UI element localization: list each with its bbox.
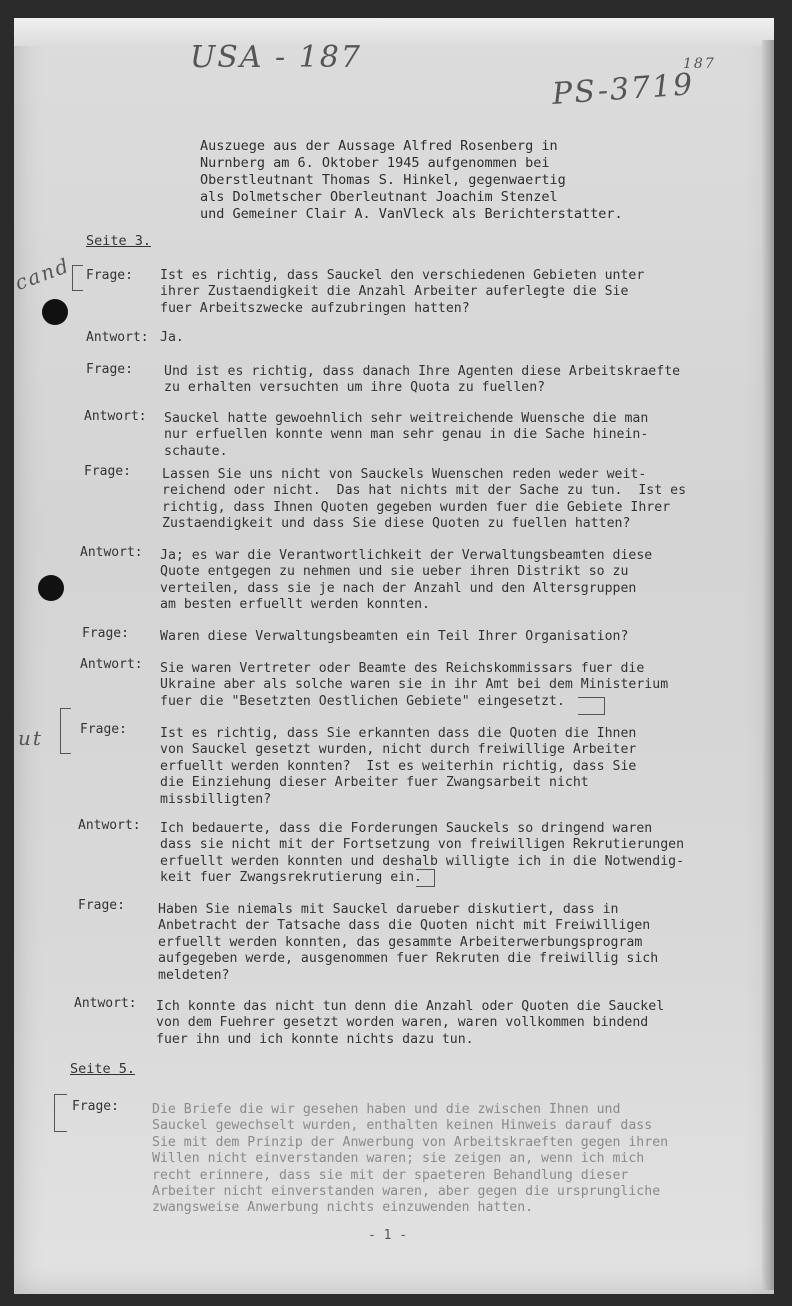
- entry-text: Und ist es richtig, dass danach Ihre Agenten diese Arbeitskraefte zu erhalten versuchten um ihre Quota zu fuellen?: [164, 364, 681, 396]
- entry-label: Frage:: [72, 1099, 119, 1114]
- page-heading-seite-3: Seite 3.: [86, 233, 152, 249]
- entry-label: Frage:: [80, 722, 127, 737]
- handwritten-exhibit-number: USA - 187: [190, 40, 362, 75]
- entry-text: Ich bedauerte, dass die Forderungen Sauckels so dringend waren dass sie nicht mit der Fortsetzung von freiwilligen Rekrutierungen erfuellt werden konnten und deshalb willigte ich in die Notwendig- keit fuer Zwangsrekrutierung ein.: [160, 821, 685, 886]
- entry-label: Frage:: [86, 268, 133, 283]
- entry-label: Frage:: [84, 464, 131, 479]
- bracket-mark: [60, 708, 71, 754]
- document-title: [200, 138, 670, 223]
- entry-label: Antwort:: [80, 545, 143, 560]
- bracket-mark: [54, 1094, 67, 1132]
- entry-text: Waren diese Verwaltungsbeamten ein Teil Ihrer Organisation?: [160, 629, 629, 644]
- entry-label: Frage:: [78, 898, 125, 913]
- punch-hole-top: [42, 299, 68, 325]
- entry-label: Frage:: [86, 362, 133, 377]
- bracket-mark: [72, 265, 83, 291]
- title-line: als Dolmetscher Oberleutnant Joachim Stenzel: [200, 189, 558, 205]
- bracket-mark: [416, 869, 435, 887]
- paper-edge: [762, 40, 774, 1290]
- entry-text: Haben Sie niemals mit Sauckel darueber diskutiert, dass in Anbetracht der Tatsache dass die Quoten nicht mit Freiwilligen erfuellt werden konnten, das gesammte Arbeiterwerbungsprogram aufgegeben werde, ausgenommen fuer Rekruten die freiwillig sich meldeten?: [158, 902, 659, 983]
- entry-text: Lassen Sie uns nicht von Sauckels Wuenschen reden weder weit- reichend oder nicht. Das hat nichts mit der Sache zu tun. Ist es richtig, dass Ihnen Quoten gegeben wurden fuer die Gebiete Ihrer Zustaendigkeit und dass Sie diese Quoten zu fuellen hatten?: [162, 467, 687, 532]
- entry-text: Ja; es war die Verantwortlichkeit der Verwaltungsbeamten diese Quote entgegen zu nehmen und sie ueber ihren Distrikt so zu verteilen, dass sie je nach der Anzahl und den Altersgruppen am besten erfuellt werden konnten.: [160, 548, 653, 613]
- title-line: Auszuege aus der Aussage Alfred Rosenberg in: [200, 138, 558, 154]
- entry-label: Antwort:: [86, 330, 149, 345]
- entry-text: Ist es richtig, dass Sie erkannten dass die Quoten die Ihnen von Sauckel gesetzt wurden, nicht durch freiwillige Arbeiter erfuellt werden konnten? Ist es weiterhin richtig, dass Sie die Einziehung dieser Arbeiter fuer Zwangsarbeit nicht missbilligten?: [160, 726, 637, 807]
- handwritten-margin-note-2: ut: [18, 726, 43, 750]
- bracket-mark: [578, 697, 605, 715]
- title-line: Nurnberg am 6. Oktober 1945 aufgenommen bei: [200, 155, 550, 171]
- entry-text: Sie waren Vertreter oder Beamte des Reichskommissars fuer die Ukraine aber als solche waren sie in ihr Amt bei dem Ministerium fuer die "Besetzten Oestlichen Gebiete" eingesetzt.: [160, 661, 669, 709]
- handwritten-document-number: PS-3719: [550, 67, 696, 112]
- entry-label: Frage:: [82, 626, 129, 641]
- page-heading-seite-5: Seite 5.: [70, 1061, 136, 1077]
- punch-hole-bottom: [38, 575, 64, 601]
- title-line: Oberstleutnant Thomas S. Hinkel, gegenwaertig: [200, 172, 566, 188]
- handwritten-margin-note-1: cand: [11, 253, 74, 295]
- entry-label: Antwort:: [74, 996, 137, 1011]
- page-number: - 1 -: [368, 1228, 408, 1243]
- handwritten-small-number: 187: [683, 56, 716, 72]
- entry-label: Antwort:: [84, 409, 147, 424]
- entry-text: Ich konnte das nicht tun denn die Anzahl oder Quoten die Sauckel von dem Fuehrer gesetzt worden waren, waren vollkommen bindend fuer ihn und ich konnte nichts dazu tun.: [156, 999, 665, 1047]
- entry-label: Antwort:: [80, 657, 143, 672]
- entry-text: Sauckel hatte gewoehnlich sehr weitreichende Wuensche die man nur erfuellen konnte wenn man sehr genau in die Sache hinein- schaute.: [164, 411, 649, 459]
- title-line: und Gemeiner Clair A. VanVleck als Berichterstatter.: [200, 206, 623, 222]
- paper-fold: [14, 18, 774, 46]
- entry-text: Ja.: [160, 330, 184, 345]
- entry-text: Ist es richtig, dass Sauckel den verschiedenen Gebieten unter ihrer Zustaendigkeit die Anzahl Arbeiter auferlegte die Sie fuer Arbeitszwecke aufzubringen hatten?: [160, 268, 645, 316]
- entry-label: Antwort:: [78, 818, 141, 833]
- entry-text: Die Briefe die wir gesehen haben und die zwischen Ihnen und Sauckel gewechselt wurden, enthalten keinen Hinweis darauf dass Sie mit dem Prinzip der Anwerbung von Arbeitskraeften gegen ihren Willen nicht einverstanden waren; sie zeigen an, wenn ich mich recht erinnere, dass sie mit der spaeteren Behandlung dieser Arbeiter nicht einverstanden waren, aber gegen die ursprungliche zwangsweise Anwerbung nichts einzuwenden hatten.: [152, 1102, 669, 1216]
